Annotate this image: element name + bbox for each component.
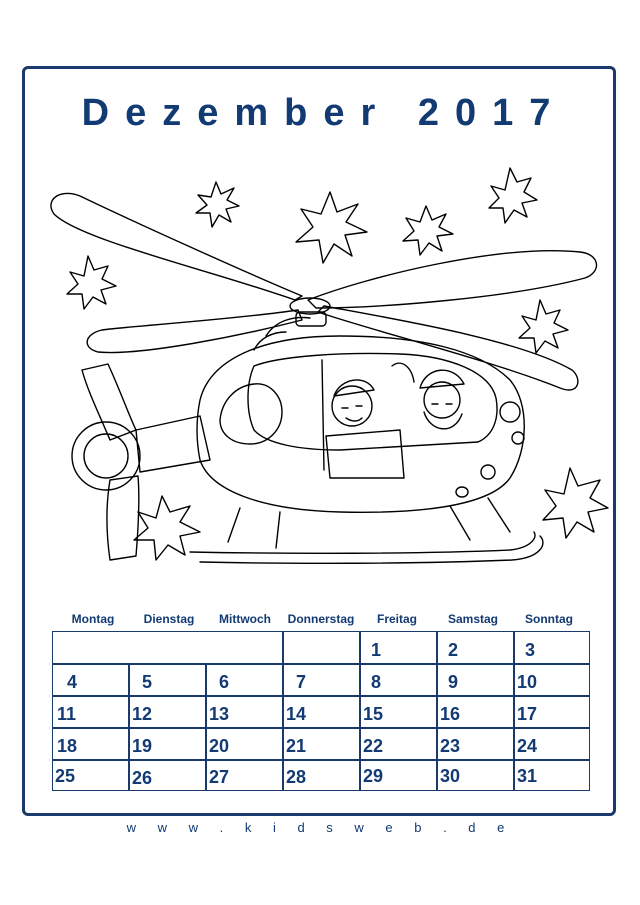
day-number: 11	[57, 704, 77, 724]
day-number: 23	[440, 736, 461, 756]
star-icon	[134, 496, 200, 560]
star-icon	[543, 468, 608, 538]
website-footer: w w w . k i d s w e b . d e	[126, 820, 514, 835]
calendar-day-cell	[283, 696, 360, 728]
calendar-day-cell	[514, 696, 590, 728]
weekday-header: Freitag	[376, 612, 417, 626]
day-number: 3	[525, 640, 536, 660]
day-number: 18	[57, 736, 78, 756]
day-number: 31	[517, 766, 538, 786]
star-icon	[296, 192, 367, 263]
day-number: 4	[67, 672, 78, 692]
day-number: 6	[219, 672, 230, 692]
calendar-day-cell	[514, 728, 590, 760]
day-number: 25	[55, 766, 76, 786]
star-icon	[67, 256, 116, 309]
calendar-day-cell	[360, 631, 437, 664]
calendar-day-cell	[129, 760, 206, 791]
calendar-day-cell	[437, 664, 514, 696]
calendar-day-cell	[360, 728, 437, 760]
star-icon	[519, 300, 568, 353]
helicopter-with-santa-icon	[40, 160, 610, 580]
star-icon	[489, 168, 537, 223]
calendar-day-cell	[360, 696, 437, 728]
calendar-day-cell	[52, 728, 129, 760]
day-number: 14	[286, 704, 307, 724]
day-number: 27	[209, 767, 230, 787]
star-icon	[196, 182, 239, 227]
calendar-day-cell	[437, 631, 514, 664]
calendar-day-cell	[437, 760, 514, 791]
day-number: 30	[440, 766, 461, 786]
calendar-day-cell	[360, 664, 437, 696]
day-number: 9	[448, 672, 459, 692]
day-number: 5	[142, 672, 153, 692]
calendar-day-cell	[52, 760, 129, 791]
calendar-empty-cell	[52, 631, 283, 664]
calendar-day-cell	[283, 728, 360, 760]
day-number: 7	[296, 672, 307, 692]
weekday-header: Donnerstag	[287, 612, 355, 626]
day-number: 1	[371, 640, 382, 660]
calendar-day-cell	[360, 760, 437, 791]
calendar-day-cell	[206, 728, 283, 760]
page-title: Dezember 2017	[81, 92, 567, 134]
day-number: 26	[132, 768, 153, 788]
weekday-header: Mittwoch	[219, 612, 271, 626]
day-number: 29	[363, 766, 384, 786]
weekday-header: Dienstag	[143, 612, 195, 626]
calendar-day-cell	[514, 631, 590, 664]
calendar-day-cell	[283, 664, 360, 696]
weekday-header: Montag	[71, 612, 115, 626]
calendar-day-cell	[129, 728, 206, 760]
day-number: 24	[517, 736, 538, 756]
calendar-day-cell	[206, 696, 283, 728]
day-number: 8	[371, 672, 382, 692]
day-number: 16	[440, 704, 461, 724]
calendar-grid	[52, 631, 590, 791]
day-number: 12	[132, 704, 153, 724]
calendar-day-cell	[514, 760, 590, 791]
calendar-day-cell	[129, 664, 206, 696]
day-number: 21	[286, 736, 307, 756]
calendar-day-cell	[52, 664, 129, 696]
calendar-day-cell	[52, 696, 129, 728]
day-number: 15	[363, 704, 384, 724]
weekday-header: Samstag	[447, 612, 499, 626]
calendar-day-cell	[514, 664, 590, 696]
calendar-day-cell	[437, 728, 514, 760]
day-number: 20	[209, 736, 230, 756]
day-number: 28	[286, 767, 307, 787]
calendar-day-cell	[437, 696, 514, 728]
weekday-header: Sonntag	[525, 612, 573, 626]
day-number: 19	[132, 736, 153, 756]
calendar-day-cell	[206, 664, 283, 696]
calendar-empty-cell	[283, 631, 360, 664]
day-number: 10	[517, 672, 538, 692]
calendar-day-cell	[206, 760, 283, 791]
calendar-day-cell	[129, 696, 206, 728]
day-number: 13	[209, 704, 230, 724]
day-number: 22	[363, 736, 384, 756]
star-icon	[403, 206, 453, 255]
day-number: 17	[517, 704, 538, 724]
calendar-day-cell	[283, 760, 360, 791]
day-number: 2	[448, 640, 459, 660]
